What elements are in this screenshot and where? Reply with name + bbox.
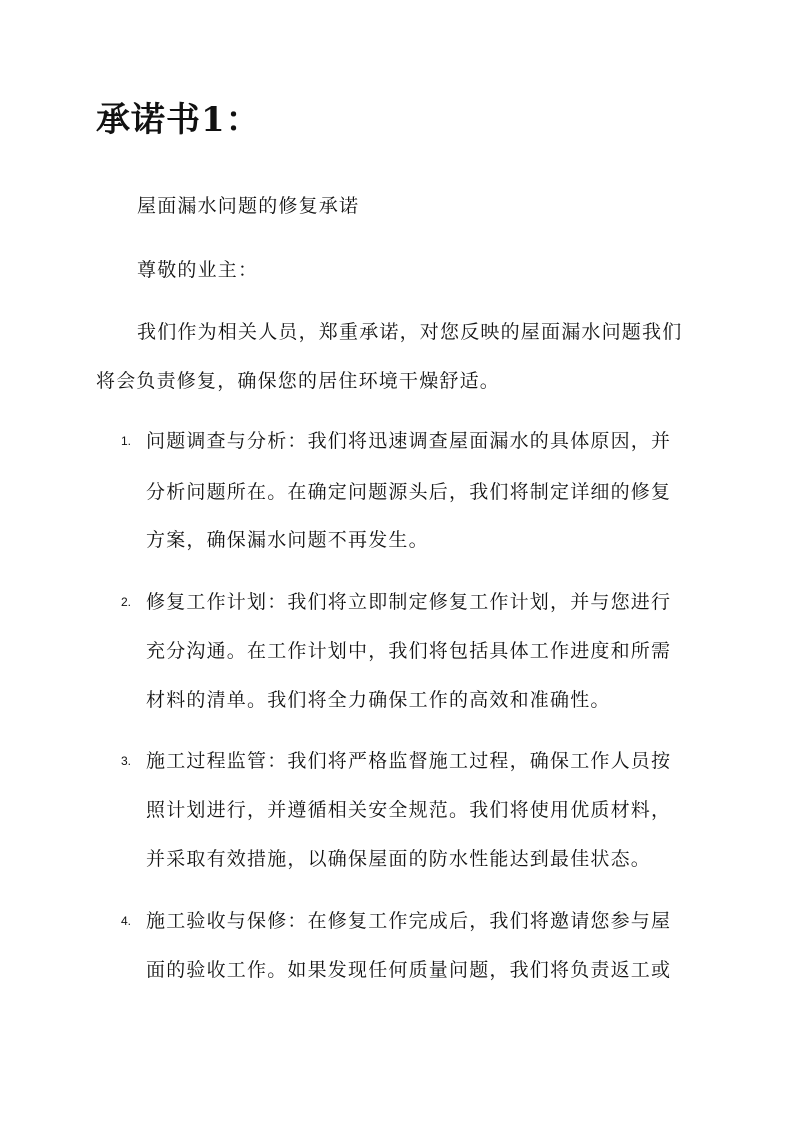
list-item-line: 照计划进行，并遵循相关安全规范。我们将使用优质材料， <box>146 799 672 821</box>
subtitle: 屋面漏水问题的修复承诺 <box>137 195 360 217</box>
list-item-line: 充分沟通。在工作计划中，我们将包括具体工作进度和所需 <box>146 640 672 662</box>
list-item-number: 4. <box>121 914 132 928</box>
list-item-number: 3. <box>121 754 132 768</box>
salutation: 尊敬的业主： <box>137 259 259 281</box>
list-item-line: 面的验收工作。如果发现任何质量问题，我们将负责返工或 <box>146 959 672 981</box>
intro-line: 我们作为相关人员，郑重承诺，对您反映的屋面漏水问题我们 <box>137 321 683 343</box>
list-item-line: 分析问题所在。在确定问题源头后，我们将制定详细的修复 <box>146 481 672 503</box>
list-item-line: 施工验收与保修：在修复工作完成后，我们将邀请您参与屋 <box>146 910 672 932</box>
list-item-line: 材料的清单。我们将全力确保工作的高效和准确性。 <box>146 689 611 711</box>
list-item-line: 修复工作计划：我们将立即制定修复工作计划，并与您进行 <box>146 591 672 613</box>
list-item-line: 问题调查与分析：我们将迅速调查屋面漏水的具体原因，并 <box>146 430 672 452</box>
list-item-line: 方案，确保漏水问题不再发生。 <box>146 529 429 551</box>
list-item-number: 1. <box>121 434 132 448</box>
list-item-line: 并采取有效措施，以确保屋面的防水性能达到最佳状态。 <box>146 848 652 870</box>
list-item-line: 施工过程监管：我们将严格监督施工过程，确保工作人员按 <box>146 750 672 772</box>
intro-line: 将会负责修复，确保您的居住环境干燥舒适。 <box>96 370 501 392</box>
list-item-number: 2. <box>121 595 132 609</box>
page-title: 承诺书1： <box>96 100 261 140</box>
